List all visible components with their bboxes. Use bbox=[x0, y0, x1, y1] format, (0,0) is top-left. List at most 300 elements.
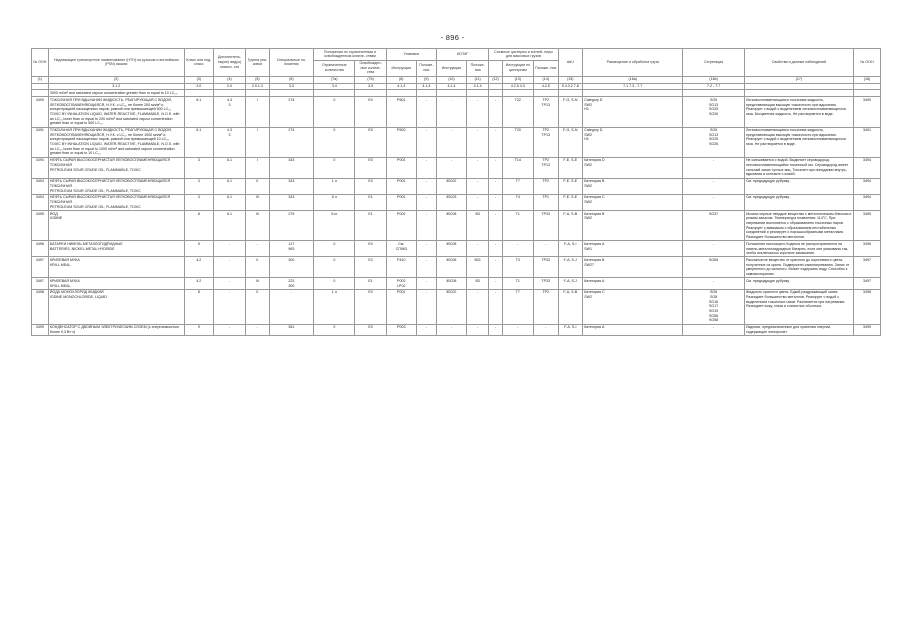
special-provisions-cell: 343 bbox=[269, 178, 314, 194]
excepted-quantity-cell: E2 bbox=[355, 178, 386, 194]
limited-quantity-cell: 0 bbox=[314, 127, 355, 157]
ibc-instruction-cell: IBC08 bbox=[436, 241, 466, 257]
subsidiary-risk-cell: - bbox=[213, 241, 245, 257]
ibc-provision-cell: - bbox=[467, 289, 489, 324]
stowage-cell: Категория A bbox=[583, 278, 683, 290]
table-row bbox=[32, 278, 881, 290]
tank-provision-cell: TP2 bbox=[533, 178, 558, 194]
continuation-empty bbox=[269, 90, 314, 97]
packing-provision-cell: - bbox=[416, 278, 436, 290]
excepted-quantity-cell: E1 bbox=[355, 278, 386, 290]
un-number-cell: 3494 bbox=[32, 157, 49, 178]
excepted-quantity-cell: E0 bbox=[355, 241, 386, 257]
un-number-right-cell: 3495 bbox=[854, 211, 881, 241]
reference-cell-15: 4.2.5 bbox=[533, 83, 558, 90]
subsidiary-risk-cell: 6.1 bbox=[213, 157, 245, 178]
stowage-cell: Категория D SW2 bbox=[583, 157, 683, 178]
tank-instruction-cell: T22 bbox=[502, 97, 533, 127]
header-ems: АвЧ bbox=[558, 49, 583, 77]
packing-group-cell: - bbox=[246, 324, 269, 336]
properties-cell: Положения настоящего Кодекса не распространяются на никель-металлогидридные батареи, если они упакованы так, чтобы исключалось короткое замыкание. bbox=[744, 241, 853, 257]
ems-cell: F-A, S-J bbox=[558, 278, 583, 290]
packing-provision-cell: - bbox=[416, 324, 436, 336]
subsidiary-risk-cell: 4.3 3 bbox=[213, 127, 245, 157]
continuation-empty bbox=[558, 90, 583, 97]
column-number-1: (1) bbox=[32, 76, 49, 83]
continuation-empty bbox=[533, 90, 558, 97]
ems-cell: F-G, S-N bbox=[558, 97, 583, 127]
packing-group-cell: II bbox=[246, 257, 269, 278]
header-tank-instructions: Инструкции по цистернам bbox=[502, 60, 533, 76]
tank-provision-cell: TP2 TP13 bbox=[533, 157, 558, 178]
ems-cell: F-A, S-I bbox=[558, 241, 583, 257]
reference-cell-14: 4.2.5 4.3 bbox=[502, 83, 533, 90]
ibc-instruction-cell: - bbox=[436, 127, 466, 157]
tank-provision-cell: TP1 bbox=[533, 194, 558, 210]
tank-provision-cell: TP33 bbox=[533, 278, 558, 290]
name-cell: КРИЛЕВАЯ МУКА KRILL MEAL bbox=[48, 257, 184, 278]
col-12-cell: - bbox=[489, 324, 502, 336]
col-12-cell: - bbox=[489, 278, 502, 290]
header-ibc-provisions: Положе- ния bbox=[467, 60, 489, 76]
column-number-7: (7а) bbox=[314, 76, 355, 83]
segregation-cell: - bbox=[683, 178, 744, 194]
properties-cell: Легковоспламеняющаяся токсичная жидкость, представляющая высокую токсичность при вдыхании. Реагирует с водой с выделением легковоспламеняющегося газа. Бесцветная жидкость. Не растворяется в воде. bbox=[744, 97, 853, 127]
properties-cell: Не смешивается с водой. Выделяет сероводород, легковоспламеняющийся токсичный газ. Сероводород имеет сильный запах тухлых яиц. Токсичен при попадании внутрь, вдыхании и контакте с кожей. bbox=[744, 157, 853, 178]
packing-instruction-cell: P002 LP02 bbox=[386, 278, 416, 290]
stowage-cell: Категория A SW1 bbox=[583, 241, 683, 257]
column-number-4: (4) bbox=[213, 76, 245, 83]
excepted-quantity-cell: E0 bbox=[355, 324, 386, 336]
packing-provision-cell: - bbox=[416, 178, 436, 194]
reference-cell-2: 3.1.2 bbox=[48, 83, 184, 90]
ibc-provision-cell: B3 bbox=[467, 278, 489, 290]
excepted-quantity-cell: E2 bbox=[355, 257, 386, 278]
reference-cell-4: 2.0 bbox=[213, 83, 245, 90]
header-packing-provisions: Положе- ния bbox=[416, 60, 436, 76]
header-tanks: Съемные цистерны и контей- неры для массовых грузов bbox=[489, 49, 558, 61]
col-12-cell: - bbox=[489, 211, 502, 241]
continuation-row bbox=[32, 90, 881, 97]
reference-cell-8: 3.5 bbox=[355, 83, 386, 90]
packing-instruction-cell: P410 bbox=[386, 257, 416, 278]
packing-group-cell: II bbox=[246, 178, 269, 194]
subsidiary-risk-cell: 6.1 bbox=[213, 211, 245, 241]
packing-instruction-cell: P001 bbox=[386, 178, 416, 194]
name-cell: ТОКСИЧНАЯ ПРИ ВДЫХАНИИ ЖИДКОСТЬ, РЕАГИРУЮЩАЯ С ВОДОЙ, ЛЕГКОВОСПЛАМЕНЯЮЩАЯСЯ, Н.У.К. с LC₅₀ не более 1000 мл/м³ и концентрацией насыщенных паров, равной или превышающей 10 LC₅₀ TOXIC BY INHALATION LIQUID, WATER-REACTIVE, FLAMMABLE, N.O.S. with an LC₅₀ lower than or equal to 1000 ml/m³ and saturated vapour concentration greater than or equal to 10 LC₅₀ bbox=[48, 127, 184, 157]
packing-instruction-cell: P003 bbox=[386, 324, 416, 336]
col-12-cell: - bbox=[489, 289, 502, 324]
reference-cell-17: 7.1 7.3 - 7.7 bbox=[583, 83, 683, 90]
packing-instruction-cell: P001 bbox=[386, 289, 416, 324]
table-header bbox=[32, 49, 881, 77]
column-number-9: (8) bbox=[386, 76, 416, 83]
class-cell: 3 bbox=[184, 157, 213, 178]
un-number-right-cell: 3497 bbox=[854, 257, 881, 278]
ibc-instruction-cell: - bbox=[436, 157, 466, 178]
segregation-cell: SG65 bbox=[683, 257, 744, 278]
un-number-cell: 3494 bbox=[32, 178, 49, 194]
col-12-cell: - bbox=[489, 194, 502, 210]
tank-instruction-cell: T14 bbox=[502, 157, 533, 178]
column-number-8: (7b) bbox=[355, 76, 386, 83]
segregation-cell: - bbox=[683, 157, 744, 178]
name-cell: ТОКСИЧНАЯ ПРИ ВДЫХАНИИ ЖИДКОСТЬ, РЕАГИРУЮЩАЯ С ВОДОЙ, ЛЕГКОВОСПЛАМЕНЯЮЩАЯСЯ, Н.У.К. с LC₅₀ не более 200 мл/м³ и концентрацией насыщенных паров, равной или превышающей 500 LC₅₀ TOXIC BY INHALATION LIQUID, WATER-REACTIVE, FLAMMABLE, N.O.S. with an LC₅₀ lower than or equal to 200 ml/m³ and saturated vapour concentration greater than or equal to 500 LC₅₀ bbox=[48, 97, 184, 127]
column-number-6: (6) bbox=[269, 76, 314, 83]
limited-quantity-cell: 5 кг bbox=[314, 211, 355, 241]
packing-provision-cell: - bbox=[416, 257, 436, 278]
tank-provision-cell: TP33 bbox=[533, 257, 558, 278]
un-number-cell: 3498 bbox=[32, 289, 49, 324]
dangerous-goods-table bbox=[31, 48, 881, 336]
page-number: - 896 - bbox=[440, 33, 465, 42]
stowage-cell: Category D SW2 H1 bbox=[583, 127, 683, 157]
un-number-right-cell: 3491 bbox=[854, 127, 881, 157]
limited-quantity-cell: 0 bbox=[314, 257, 355, 278]
ibc-instruction-cell: IBC06 bbox=[436, 257, 466, 278]
properties-cell: Жидкость красного цвета. Едкий раздражающий запах. Разъедает большинство металлов. Реагирует с водой с выделением токсичных газов. Разлагается при нагревании. Разъедает кожу, глаза и слизистые оболочки. bbox=[744, 289, 853, 324]
ibc-instruction-cell: - bbox=[436, 97, 466, 127]
packing-instruction-cell: См. СП963 bbox=[386, 241, 416, 257]
ems-cell: F-E, S-E bbox=[558, 178, 583, 194]
segregation-cell: - bbox=[683, 278, 744, 290]
packing-instruction-cell: P001 bbox=[386, 157, 416, 178]
excepted-quantity-cell: E0 bbox=[355, 97, 386, 127]
continuation-empty bbox=[355, 90, 386, 97]
tank-provision-cell: TP33 bbox=[533, 211, 558, 241]
packing-provision-cell: - bbox=[416, 157, 436, 178]
packing-group-cell: II bbox=[246, 289, 269, 324]
excepted-quantity-cell: E0 bbox=[355, 127, 386, 157]
name-cell: КОНДЕНСАТОР С ДВОЙНЫМ ЭЛЕКТРИЧЕСКИМ СЛОЕМ (с энергоемкостью более 0,3 Вт·ч) bbox=[48, 324, 184, 336]
limited-quantity-cell: 0 bbox=[314, 324, 355, 336]
header-excepted: Освобожден- ные количе- ства bbox=[355, 60, 386, 76]
un-number-cell: 3499 bbox=[32, 324, 49, 336]
un-number-right-cell: 3498 bbox=[854, 289, 881, 324]
special-provisions-cell: 343 bbox=[269, 157, 314, 178]
reference-cell-1 bbox=[32, 83, 49, 90]
stowage-cell: Категория C SW2 bbox=[583, 194, 683, 210]
un-number-right-cell: 3494 bbox=[854, 157, 881, 178]
header-packaging: Упаковка bbox=[386, 49, 436, 61]
ibc-provision-cell: - bbox=[467, 241, 489, 257]
subsidiary-risk-cell: 6.1 bbox=[213, 178, 245, 194]
packing-provision-cell: - bbox=[416, 194, 436, 210]
col-12-cell: - bbox=[489, 97, 502, 127]
table-row bbox=[32, 194, 881, 210]
reference-cell-13 bbox=[489, 83, 502, 90]
table-row bbox=[32, 97, 881, 127]
ibc-instruction-cell: IBC08 bbox=[436, 278, 466, 290]
un-number-right-cell: 3490 bbox=[854, 97, 881, 127]
limited-quantity-cell: 5 л bbox=[314, 194, 355, 210]
limited-quantity-cell: 1 л bbox=[314, 178, 355, 194]
col-12-cell: - bbox=[489, 241, 502, 257]
ems-cell: F-E, S-E bbox=[558, 157, 583, 178]
packing-provision-cell: - bbox=[416, 289, 436, 324]
continuation-empty bbox=[184, 90, 213, 97]
tank-instruction-cell: T1 bbox=[502, 278, 533, 290]
tank-instruction-cell: T20 bbox=[502, 127, 533, 157]
continuation-empty bbox=[246, 90, 269, 97]
reference-cell-11: 4.1.4 bbox=[436, 83, 466, 90]
tank-provision-cell: - bbox=[533, 324, 558, 336]
reference-cell-5: 2.0.1.3 bbox=[246, 83, 269, 90]
continuation-empty bbox=[314, 90, 355, 97]
header-stowage: Размещение и обработка груза bbox=[583, 49, 683, 77]
ems-cell: F-A, S-I bbox=[558, 324, 583, 336]
continuation-empty bbox=[744, 90, 853, 97]
continuation-text: 3000 ml/m³ and saturated vapour concentration greater than or equal to 10 LC₅₀ bbox=[48, 90, 184, 97]
special-provisions-cell: 279 bbox=[269, 211, 314, 241]
name-cell: КРИЛЕВАЯ МУКА KRILL MEAL bbox=[48, 278, 184, 290]
col-12-cell: - bbox=[489, 127, 502, 157]
tank-instruction-cell: T1 bbox=[502, 211, 533, 241]
column-number-10: (9) bbox=[416, 76, 436, 83]
tank-instruction-cell: - bbox=[502, 324, 533, 336]
packing-group-cell: - bbox=[246, 241, 269, 257]
header-ibc: КСГМГ bbox=[436, 49, 488, 61]
ibc-provision-cell: - bbox=[467, 178, 489, 194]
reference-cell-9: 4.1.4 bbox=[386, 83, 416, 90]
table-row bbox=[32, 211, 881, 241]
table-body bbox=[32, 76, 881, 336]
continuation-un bbox=[32, 90, 49, 97]
header-segregation: Сегрегация bbox=[683, 49, 744, 77]
stowage-cell: Категория A bbox=[583, 324, 683, 336]
column-number-18: (16b) bbox=[683, 76, 744, 83]
class-cell: 6.1 bbox=[184, 127, 213, 157]
segregation-cell: - bbox=[683, 194, 744, 210]
un-number-cell: 3495 bbox=[32, 211, 49, 241]
excepted-quantity-cell: E0 bbox=[355, 289, 386, 324]
table-row bbox=[32, 289, 881, 324]
subsidiary-risk-cell: 4.3 3 bbox=[213, 97, 245, 127]
header-limited: Ограниченные количества bbox=[314, 60, 355, 76]
column-number-12: (11) bbox=[467, 76, 489, 83]
tank-instruction-cell: T7 bbox=[502, 289, 533, 324]
tank-instruction-cell: T4 bbox=[502, 194, 533, 210]
segregation-cell: SG37 bbox=[683, 211, 744, 241]
excepted-quantity-cell: E1 bbox=[355, 211, 386, 241]
ibc-provision-cell: B21 bbox=[467, 257, 489, 278]
properties-cell: Изделия, предназначенные для хранения энергии, содержащие электролит. bbox=[744, 324, 853, 336]
subsidiary-risk-cell: - bbox=[213, 289, 245, 324]
ems-cell: F-G, S-N bbox=[558, 127, 583, 157]
table-row bbox=[32, 157, 881, 178]
segregation-cell: SG6 SG8 SG16 SG17 SG19 SG56 SG58 bbox=[683, 289, 744, 324]
special-provisions-cell: 300 bbox=[269, 257, 314, 278]
column-number-2: (2) bbox=[48, 76, 184, 83]
column-number-14: (13) bbox=[502, 76, 533, 83]
ibc-provision-cell: - bbox=[467, 324, 489, 336]
segregation-cell: - bbox=[683, 241, 744, 257]
properties-cell: См. предыдущую рубрику. bbox=[744, 178, 853, 194]
packing-provision-cell: - bbox=[416, 211, 436, 241]
header-class: Класс или под- класс bbox=[184, 49, 213, 77]
continuation-empty bbox=[489, 90, 502, 97]
name-cell: ЙОДА МОНОХЛОРИД ЖИДКИЙ IODINE MONOCHLORIDE, LIQUID bbox=[48, 289, 184, 324]
un-number-cell: 3490 bbox=[32, 97, 49, 127]
stowage-cell: Категория B SW27 bbox=[583, 257, 683, 278]
col-12-cell: - bbox=[489, 257, 502, 278]
name-cell: НЕФТЬ СЫРАЯ ВЫСОКОСЕРНИСТАЯ ЛЕГКОВОСПЛАМЕНЯЮЩАЯСЯ ТОКСИЧНАЯ PETROLEUM SOUR CRUDE OIL, FLAMMABLE, TOXIC bbox=[48, 157, 184, 178]
special-provisions-cell: 274 bbox=[269, 127, 314, 157]
column-number-19: (17) bbox=[744, 76, 853, 83]
table-row bbox=[32, 324, 881, 336]
ibc-provision-cell: B3 bbox=[467, 211, 489, 241]
subsidiary-risk-cell: - bbox=[213, 324, 245, 336]
column-number-row bbox=[32, 76, 881, 83]
un-number-right-cell: 3499 bbox=[854, 324, 881, 336]
reference-row bbox=[32, 83, 881, 90]
properties-cell: Рассыпчатое вещество от красного до коричневого цвета, полученное из криля. Подвержено самонагреванию. Запах от умеренного до сильного. Может содержать воду. Способно к самовозгоранию. bbox=[744, 257, 853, 278]
limited-quantity-cell: 0 bbox=[314, 241, 355, 257]
special-provisions-cell: 117 963 bbox=[269, 241, 314, 257]
ems-cell: F-A, S-J bbox=[558, 257, 583, 278]
special-provisions-cell: 223 300 bbox=[269, 278, 314, 290]
stowage-cell: Категория B SW2 bbox=[583, 211, 683, 241]
packing-provision-cell: - bbox=[416, 127, 436, 157]
table-row bbox=[32, 178, 881, 194]
packing-group-cell: I bbox=[246, 127, 269, 157]
header-ibc-instructions: Инструкции bbox=[436, 60, 466, 76]
properties-cell: Легковоспламеняющаяся токсичная жидкость, представляющая высокую токсичность при вдыхании. Реагирует с водой с выделением легковоспламеняющегося газа. Не растворяется в воде. bbox=[744, 127, 853, 157]
name-cell: БАТАРЕИ НИКЕЛЬ-МЕТАЛЛОГИДРИДНЫЕ BATTERIES, NICKEL-METAL HYDRIDE bbox=[48, 241, 184, 257]
segregation-cell: SG5 SG13 SG25 SG26 bbox=[683, 127, 744, 157]
ibc-instruction-cell: IBC03 bbox=[436, 194, 466, 210]
reference-cell-7: 3.4 bbox=[314, 83, 355, 90]
continuation-empty bbox=[436, 90, 466, 97]
properties-cell: См. предыдущую рубрику. bbox=[744, 194, 853, 210]
packing-instruction-cell: P601 bbox=[386, 97, 416, 127]
properties-cell: Иссиня-черные твердые вещества с металлическим блеском и резким запахом. Температура плавления: 114°С. При нагревании возгоняется с образованием токсичных паров. Реагирует с аммиаком с образованием нестабильных соединений и реагирует с порошкообразными металлами. Разъедает большинство металлов. bbox=[744, 211, 853, 241]
header-un-number: № ООН bbox=[32, 49, 49, 77]
ems-cell: F-A, S-B bbox=[558, 211, 583, 241]
reference-cell-3: 2.0 bbox=[184, 83, 213, 90]
col-12-cell: - bbox=[489, 178, 502, 194]
continuation-empty bbox=[416, 90, 436, 97]
packing-group-cell: III bbox=[246, 194, 269, 210]
header-packing-group: Группа упа- ковки bbox=[246, 49, 269, 77]
packing-provision-cell: - bbox=[416, 241, 436, 257]
un-number-cell: 3496 bbox=[32, 241, 49, 257]
un-number-right-cell: 3494 bbox=[854, 178, 881, 194]
class-cell: 3 bbox=[184, 194, 213, 210]
continuation-empty bbox=[386, 90, 416, 97]
continuation-empty bbox=[583, 90, 683, 97]
column-number-17: (16а) bbox=[583, 76, 683, 83]
name-cell: НЕФТЬ СЫРАЯ ВЫСОКОСЕРНИСТАЯ ЛЕГКОВОСПЛАМЕНЯЮЩАЯСЯ ТОКСИЧНАЯ PETROLEUM SOUR CRUDE OIL, FLAMMABLE, TOXIC bbox=[48, 194, 184, 210]
ibc-provision-cell: - bbox=[467, 97, 489, 127]
continuation-empty bbox=[213, 90, 245, 97]
reference-cell-10: 4.1.4 bbox=[416, 83, 436, 90]
limited-quantity-cell: 0 bbox=[314, 97, 355, 127]
header-special-provisions: Специальные по- ложения bbox=[269, 49, 314, 77]
tank-instruction-cell: - bbox=[502, 241, 533, 257]
special-provisions-cell: 274 bbox=[269, 97, 314, 127]
tank-provision-cell: TP2 bbox=[533, 289, 558, 324]
un-number-cell: 3497 bbox=[32, 257, 49, 278]
stowage-cell: Category D SW2 H1 bbox=[583, 97, 683, 127]
stowage-cell: Категория B SW2 bbox=[583, 178, 683, 194]
continuation-empty bbox=[683, 90, 744, 97]
header-un-number-right: № ООН bbox=[854, 49, 881, 77]
tank-instruction-cell: T7 bbox=[502, 178, 533, 194]
class-cell: 4.2 bbox=[184, 278, 213, 290]
reference-cell-20 bbox=[854, 83, 881, 90]
table-row bbox=[32, 241, 881, 257]
class-cell: 9 bbox=[184, 324, 213, 336]
packing-instruction-cell: P002 bbox=[386, 211, 416, 241]
continuation-empty bbox=[467, 90, 489, 97]
class-cell: 4.2 bbox=[184, 257, 213, 278]
packing-instruction-cell: P602 bbox=[386, 127, 416, 157]
segregation-cell: SG5 SG13 SG25 SG26 bbox=[683, 97, 744, 127]
tank-provision-cell: TP2 TP13 bbox=[533, 97, 558, 127]
ibc-instruction-cell: - bbox=[436, 324, 466, 336]
continuation-empty bbox=[502, 90, 533, 97]
packing-group-cell: I bbox=[246, 157, 269, 178]
table-row bbox=[32, 257, 881, 278]
reference-cell-6: 3.3 bbox=[269, 83, 314, 90]
excepted-quantity-cell: E0 bbox=[355, 157, 386, 178]
packing-group-cell: III bbox=[246, 211, 269, 241]
packing-group-cell: I bbox=[246, 97, 269, 127]
ibc-instruction-cell: IBC08 bbox=[436, 211, 466, 241]
reference-cell-19 bbox=[744, 83, 853, 90]
packing-provision-cell: - bbox=[416, 97, 436, 127]
un-number-cell: 3491 bbox=[32, 127, 49, 157]
ibc-instruction-cell: IBC02 bbox=[436, 178, 466, 194]
special-provisions-cell: 343 bbox=[269, 194, 314, 210]
column-number-20: (18) bbox=[854, 76, 881, 83]
column-number-11: (10) bbox=[436, 76, 466, 83]
subsidiary-risk-cell: 6.1 bbox=[213, 194, 245, 210]
limited-quantity-cell: 0 bbox=[314, 157, 355, 178]
packing-group-cell: III bbox=[246, 278, 269, 290]
column-number-15: (14) bbox=[533, 76, 558, 83]
properties-cell: См. предыдущую рубрику. bbox=[744, 278, 853, 290]
limited-quantity-cell: 1 л bbox=[314, 289, 355, 324]
limited-quantity-cell: 0 bbox=[314, 278, 355, 290]
segregation-cell: - bbox=[683, 324, 744, 336]
packing-instruction-cell: P001 bbox=[386, 194, 416, 210]
stowage-cell: Категория C SW2 bbox=[583, 289, 683, 324]
reference-cell-16: 5.4.3.2 7.8 bbox=[558, 83, 583, 90]
ibc-provision-cell: - bbox=[467, 127, 489, 157]
header-limited-excepted: Положения по ограниченным и освобожденным количе- ствам bbox=[314, 49, 387, 61]
class-cell: 8 bbox=[184, 289, 213, 324]
ems-cell: F-E, S-E bbox=[558, 194, 583, 210]
header-col-12 bbox=[489, 60, 502, 76]
un-number-cell: 3497 bbox=[32, 278, 49, 290]
column-number-3: (3) bbox=[184, 76, 213, 83]
class-cell: 8 bbox=[184, 211, 213, 241]
tank-instruction-cell: T3 bbox=[502, 257, 533, 278]
excepted-quantity-cell: E1 bbox=[355, 194, 386, 210]
tank-provision-cell: TP2 TP13 bbox=[533, 127, 558, 157]
column-number-5: (5) bbox=[246, 76, 269, 83]
col-12-cell: - bbox=[489, 157, 502, 178]
ems-cell: F-A, S-B bbox=[558, 289, 583, 324]
ibc-instruction-cell: IBC02 bbox=[436, 289, 466, 324]
un-number-right-cell: 3496 bbox=[854, 241, 881, 257]
un-number-right-cell: 3497 bbox=[854, 278, 881, 290]
class-cell: 6.1 bbox=[184, 97, 213, 127]
class-cell: 9 bbox=[184, 241, 213, 257]
subsidiary-risk-cell: - bbox=[213, 257, 245, 278]
